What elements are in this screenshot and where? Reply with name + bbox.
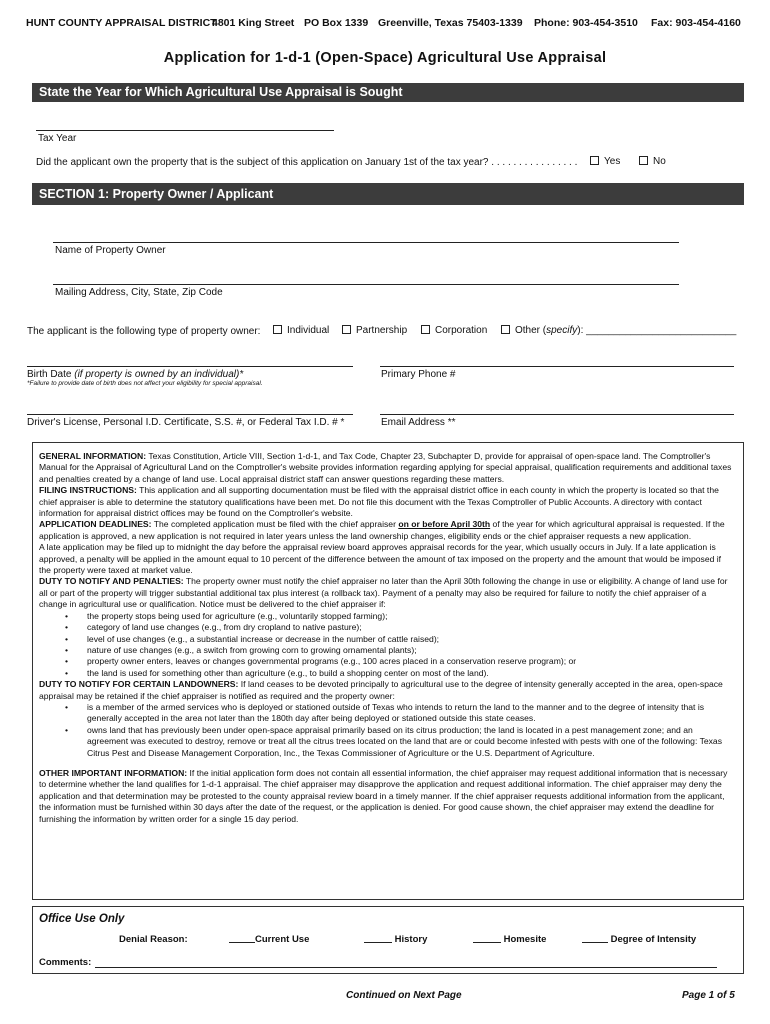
owner-type-corporation[interactable]: Corporation <box>421 325 487 336</box>
mailing-address-field[interactable] <box>53 284 679 285</box>
section1-heading: SECTION 1: Property Owner / Applicant <box>32 183 744 205</box>
no-checkbox[interactable] <box>639 156 648 165</box>
page-title: Application for 1-d-1 (Open-Space) Agricultural Use Appraisal <box>163 50 607 66</box>
office-use-title: Office Use Only <box>39 913 125 925</box>
office-use-box <box>32 906 744 974</box>
list-item: • the land is used for something other than agriculture (e.g., to build a shopping center on most of the land). <box>39 668 733 679</box>
owner-type-individual[interactable]: Individual <box>273 325 329 336</box>
birth-date-field[interactable] <box>27 366 353 367</box>
list-item: • is a member of the armed services who is deployed or stationed outside of Texas who intends to return the land to the manner and to the degree of intensity that is generally accepted in the area not later than the 180th day after being deployed or stationed outside this state ceases. <box>39 702 733 725</box>
primary-phone-label: Primary Phone # <box>381 369 456 380</box>
general-information-box <box>32 442 744 900</box>
owner-type-other[interactable]: Other (specify): ___________________________ <box>501 325 736 336</box>
landowner-conditions-list <box>39 702 733 759</box>
list-item: • category of land use changes (e.g., from dry cropland to native pasture); <box>39 622 733 633</box>
year-section-heading: State the Year for Which Agricultural Use Appraisal is Sought <box>32 83 744 102</box>
tax-year-field[interactable] <box>36 130 334 131</box>
city-state-zip: Greenville, Texas 75403-1339 <box>378 17 523 29</box>
email-label: Email Address ** <box>381 417 456 428</box>
denial-reason-label: Denial Reason: <box>119 934 188 945</box>
license-id-field[interactable] <box>27 414 353 415</box>
reason-current-use[interactable]: Current Use <box>229 934 309 945</box>
late-application: A late application may be filed up to midnight the day before the appraisal review board approves appraisal records for the year, which usually occurs in July. If a late application is approved, a penalty will be applied in the amount equal to 10 percent of the difference between the amount of tax imposed on the property and the amount that would be imposed if the property were taxed at market value. <box>39 542 722 576</box>
page-number: Page 1 of 5 <box>682 990 735 1001</box>
org-name: HUNT COUNTY APPRAISAL DISTRICT <box>26 17 217 29</box>
reason-history[interactable]: History <box>364 934 427 945</box>
partnership-checkbox[interactable] <box>342 325 351 334</box>
list-item: • level of use changes (e.g., a substantial increase or decrease in the number of cattle raised); <box>39 634 733 645</box>
fax-number: Fax: 903-454-4160 <box>651 17 741 29</box>
letterhead <box>0 17 770 33</box>
owner-type-prompt: The applicant is the following type of property owner: <box>27 326 261 337</box>
reason-degree-of-intensity[interactable]: Degree of Intensity <box>582 934 696 945</box>
yes-checkbox[interactable] <box>590 156 599 165</box>
application-deadlines: APPLICATION DEADLINES: The completed application must be filed with the chief appraiser on or before April 30th of the year for which agricultural appraisal is requested. If the application is approved, a new application is not required in later years unless the land ownership changes, eligibility ends or the chief appraiser requests a new application. <box>39 519 725 541</box>
filing-instructions: FILING INSTRUCTIONS: This application and all supporting documentation must be filed with the appraisal district office in each county in which the property is located so that the chief appraiser is able to determine the statutory qualifications have been met. Do not file this document with the Texas Comptroller of Public Accounts. A directory with contact information for appraisal district offices may be found on the Comptroller's website. <box>39 485 719 519</box>
reason-homesite[interactable]: Homesite <box>473 934 546 945</box>
primary-phone-field[interactable] <box>380 366 734 367</box>
birth-date-footnote: *Failure to provide date of birth does not affect your eligibility for special appraisal. <box>27 380 263 387</box>
list-item: • owns land that has previously been under open-space appraisal primarily based on its citrus production; the land is located in a pest management zone; and an agreement was executed to destroy, remove or treat all the citrus trees located on the land that are or could become infested with pests with one of the following: Texas Citrus Pest and Disease Management Corporation, Inc., the Texas Commissioner of Agriculture or the U.S. Department of Agriculture. <box>39 725 733 759</box>
list-item: • nature of use changes (e.g., a switch from growing corn to growing ornamental plants); <box>39 645 733 656</box>
continued-note: Continued on Next Page <box>346 990 462 1001</box>
duty-certain-landowners: DUTY TO NOTIFY FOR CERTAIN LANDOWNERS: If land ceases to be devoted principally to agricultural use to the degree of intensity generally accepted in the area, open-space appraisal may be retained if the chief appraiser is notified as required and the property owner: <box>39 679 723 701</box>
phone-number: Phone: 903-454-3510 <box>534 17 638 29</box>
email-field[interactable] <box>380 414 734 415</box>
street-address: 4801 King Street <box>212 17 295 29</box>
list-item: • property owner enters, leaves or changes governmental programs (e.g., 100 acres placed in a conservation reserve program); or <box>39 656 733 667</box>
po-box: PO Box 1339 <box>304 17 369 29</box>
tax-year-label: Tax Year <box>38 133 77 144</box>
owner-name-field[interactable] <box>53 242 679 243</box>
yes-option[interactable]: Yes <box>590 156 620 167</box>
no-option[interactable]: No <box>639 156 666 167</box>
list-item: • the property stops being used for agriculture (e.g., voluntarily stopped farming); <box>39 611 733 622</box>
comments-field[interactable] <box>95 967 717 968</box>
general-information: GENERAL INFORMATION: Texas Constitution, Article VIII, Section 1-d-1, and Tax Code, Chapter 23, Subchapter D, provide for appraisal of open-space land. The Comptroller's Manual for the Appraisal of Agricultural Land on the Comptroller's website provides information regarding applying for special appraisal, qualification requirements and additional taxes and penalties created by a change of land use. Local appraisal district staff can answer questions regarding these matters. <box>39 451 732 484</box>
comments-label: Comments: <box>39 957 92 968</box>
notify-conditions-list <box>39 611 733 679</box>
owner-type-partnership[interactable]: Partnership <box>342 325 407 336</box>
other-checkbox[interactable] <box>501 325 510 334</box>
mailing-address-label: Mailing Address, City, State, Zip Code <box>55 287 223 298</box>
ownership-question: Did the applicant own the property that is the subject of this application on January 1st of the tax year? . . . . . . . . . . . . . . . . <box>36 157 578 168</box>
corporation-checkbox[interactable] <box>421 325 430 334</box>
other-important-information: OTHER IMPORTANT INFORMATION: If the initial application form does not contain all essential information, the chief appraiser may request additional information that is necessary to determine whether the land qualifies for 1-d-1 appraisal. The chief appraiser may disapprove the application and request additional information. The chief appraiser may deny the application and that determination may be protested to the county appraisal review board in a timely manner. If the chief appraiser requests additional information from the applicant, the information must be furnished within 30 days after the date of the request, or the application is denied. For good cause shown, the chief appraiser may extend the deadline for furnishing the information by written order for a single 15 day period. <box>39 767 728 824</box>
license-id-label: Driver's License, Personal I.D. Certificate, S.S. #, or Federal Tax I.D. # * <box>27 417 345 428</box>
individual-checkbox[interactable] <box>273 325 282 334</box>
owner-name-label: Name of Property Owner <box>55 245 166 256</box>
birth-date-label: Birth Date (if property is owned by an individual)* <box>27 369 244 380</box>
duty-to-notify: DUTY TO NOTIFY AND PENALTIES: The property owner must notify the chief appraiser no later than the April 30th following the change in use or eligibility. A change of land use for all or part of the property will trigger substantial additional tax plus interest (a rollback tax). Payment of a penalty may also be required for failure to notify the chief appraiser of a change in agricultural use or qualification. Notice must be delivered to the chief appraiser if: <box>39 576 728 610</box>
